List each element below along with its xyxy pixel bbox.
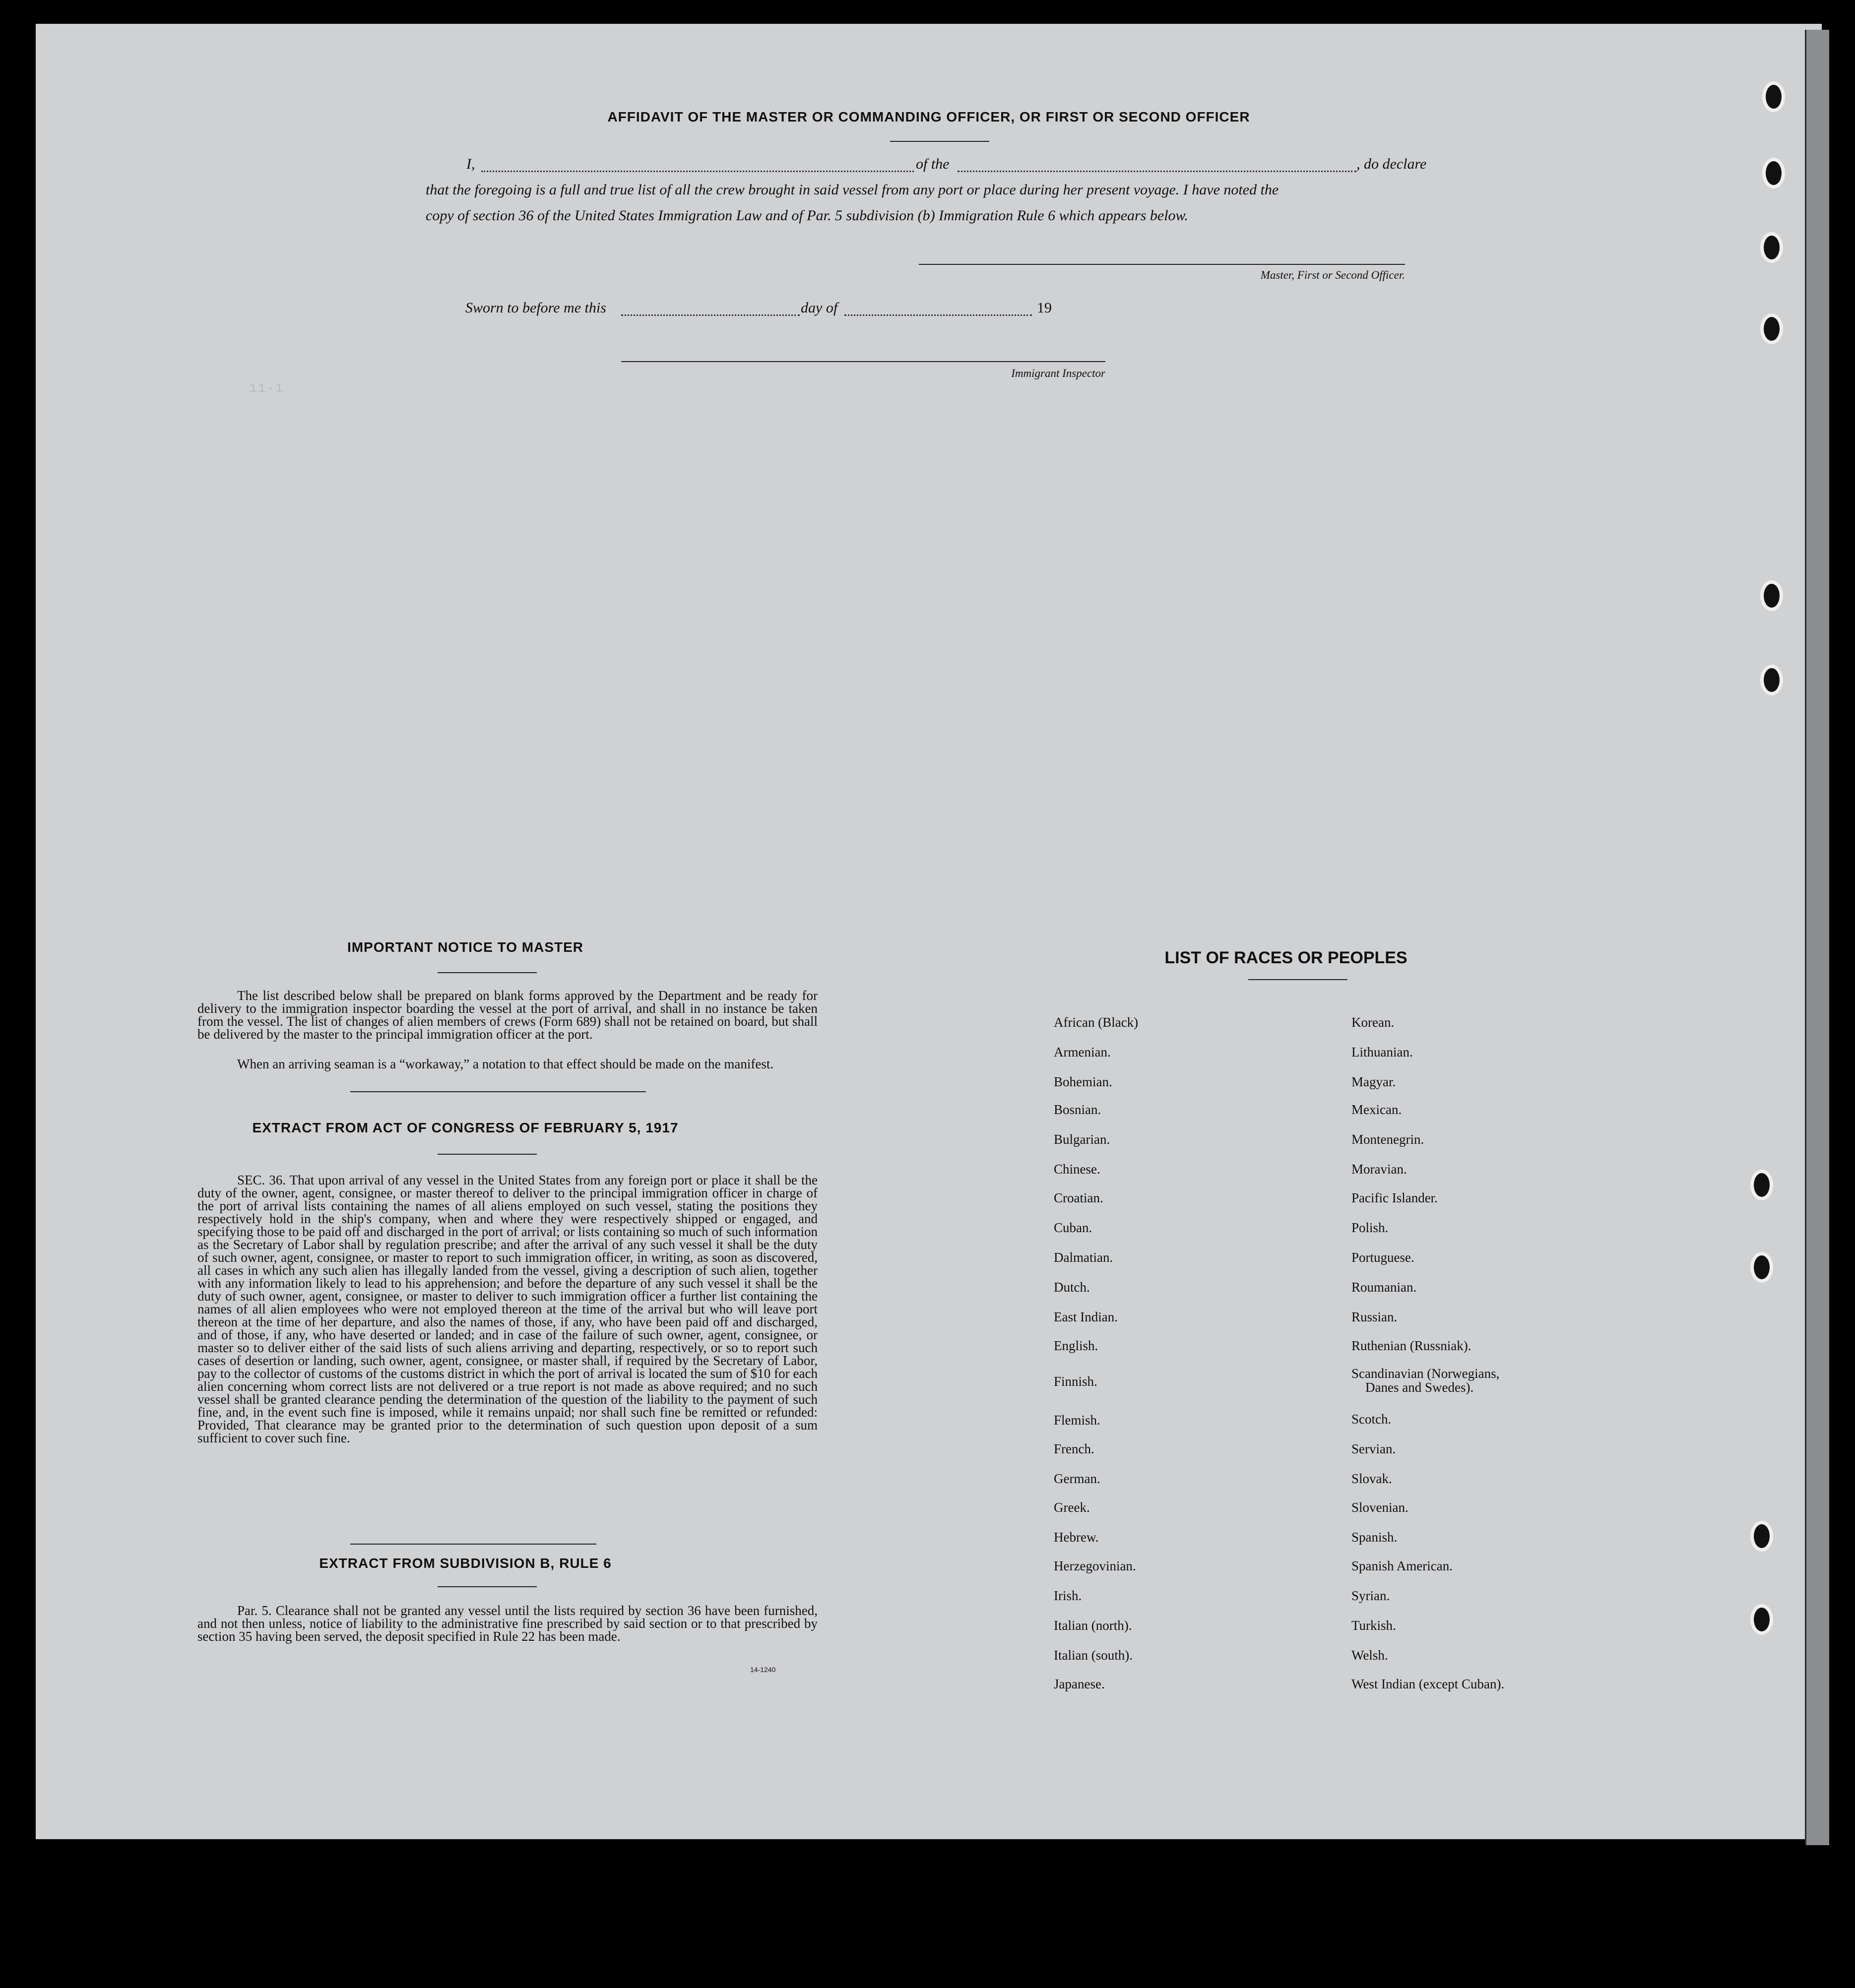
- binder-hole: [1750, 1252, 1773, 1283]
- race-item: Scotch.: [1351, 1412, 1392, 1427]
- affidavit-declare-label: , do declare: [1356, 156, 1427, 172]
- binder-hole: [1750, 1170, 1773, 1200]
- race-item-continuation: Danes and Swedes).: [1365, 1380, 1474, 1395]
- race-item: Finnish.: [1054, 1374, 1097, 1389]
- affidavit-line-3: copy of section 36 of the United States Immigration Law and of Par. 5 subdivision (b) Immigration Rule 6 which appears below.: [426, 207, 1188, 224]
- races-divider: [1248, 979, 1347, 980]
- binder-hole: [1760, 313, 1783, 344]
- race-item: Dalmatian.: [1054, 1250, 1113, 1265]
- race-item: Flemish.: [1054, 1413, 1100, 1428]
- race-item: Greek.: [1054, 1500, 1090, 1515]
- race-item: Polish.: [1351, 1220, 1389, 1235]
- race-item: Pacific Islander.: [1351, 1190, 1438, 1205]
- race-item: Irish.: [1054, 1588, 1082, 1603]
- sworn-label: Sworn to before me this: [465, 300, 606, 316]
- binder-hole: [1762, 158, 1785, 188]
- binder-hole: [1760, 580, 1783, 611]
- race-item: Portuguese.: [1351, 1250, 1414, 1265]
- race-item: Dutch.: [1054, 1280, 1090, 1295]
- race-item: Bosnian.: [1054, 1102, 1101, 1117]
- race-item: German.: [1054, 1471, 1100, 1486]
- race-item: Chinese.: [1054, 1162, 1100, 1177]
- affidavit-line-2: that the foregoing is a full and true list of all the crew brought in said vessel from any port or place during her present voyage. I have noted the: [426, 182, 1279, 198]
- rule-divider: [438, 1586, 537, 1587]
- race-item: Servian.: [1351, 1441, 1396, 1456]
- race-item: Spanish.: [1351, 1530, 1398, 1545]
- act-extract-title: EXTRACT FROM ACT OF CONGRESS OF FEBRUARY 5, 1917: [252, 1120, 679, 1135]
- race-item: Ruthenian (Russniak).: [1351, 1338, 1471, 1353]
- par-5-text: Par. 5. Clearance shall not be granted any vessel until the lists required by section 36 have been furnished, and not then unless, notice of liability to the administrative fine prescribed by said section or to that prescribed by section 35 having been served, the deposit specified in Rule 22 has been made.: [197, 1603, 818, 1644]
- master-signature-label: Master, First or Second Officer.: [1260, 269, 1405, 281]
- sworn-month-blank[interactable]: [844, 314, 1032, 316]
- race-item: Croatian.: [1054, 1190, 1103, 1205]
- name-blank[interactable]: [481, 171, 914, 172]
- race-item: West Indian (except Cuban).: [1351, 1677, 1505, 1691]
- vessel-blank[interactable]: [958, 171, 1356, 172]
- page-edge: [1805, 30, 1829, 1845]
- race-item: East Indian.: [1054, 1309, 1118, 1324]
- race-item: Italian (north).: [1054, 1618, 1132, 1633]
- binder-hole: [1750, 1521, 1773, 1552]
- race-item: Turkish.: [1351, 1618, 1396, 1633]
- sworn-day-blank[interactable]: [621, 314, 800, 316]
- race-item: Russian.: [1351, 1309, 1398, 1324]
- title-divider: [890, 141, 989, 142]
- section-rule: [350, 1091, 646, 1092]
- section-36-text: SEC. 36. That upon arrival of any vessel in the United States from any foreign port or place it shall be the duty of the owner, agent, consignee, or master thereof to deliver to the principal immigration officer in charge of the port of arrival lists containing the names of all aliens employed on such vessel, stating the positions they respectively hold in the ship's company, when and where they were respectively shipped or engaged, and specifying those to be paid off and discharged in the port of arrival; or lists containing so much of such information as the Secretary of Labor shall by regulation prescribe; and after the arrival of any such vessel it shall be the duty of such owner, agent, consignee, or master to report to such immigration officer, in writing, as soon as discovered, all cases in which any such alien has illegally landed from the vessel, giving a description of such alien, together with any information likely to lead to his apprehension; and before the departure of any such vessel it shall be the duty of such owner, agent, consignee, or master to deliver to such immigration officer a further list containing the names of all alien employees who were not employed thereon at the time of the arrival but who will leave port thereon at the time of her departure, and also the names of those, if any, who have been paid off and discharged, and of those, if any, who have deserted or landed; and in case of the failure of such owner, agent, consignee, or master so to deliver either of the said lists of such aliens arriving and departing, respectively, or so to report such cases of desertion or landing, such owner, agent, consignee, or master shall, if required by the Secretary of Labor, pay to the collector of customs of the customs district in which the port of arrival is located the sum of $10 for each alien concerning whom correct lists are not delivered or a true report is not made as above required; and no such vessel shall be granted clearance pending the determination of the question of the liability to the payment of such fine, and, in the event such fine is imposed, while it remains unpaid; nor shall such fine be remitted or refunded: Provided, That clearance may be granted prior to the determination of such question upon deposit of a sum sufficient to cover such fine.: [197, 1173, 818, 1445]
- race-item: English.: [1054, 1338, 1098, 1353]
- race-item: Roumanian.: [1351, 1280, 1417, 1295]
- race-item: Lithuanian.: [1351, 1045, 1413, 1059]
- race-item: Spanish American.: [1351, 1558, 1453, 1573]
- race-item: French.: [1054, 1441, 1094, 1456]
- race-item: Montenegrin.: [1351, 1132, 1424, 1147]
- binder-hole: [1760, 665, 1783, 695]
- binder-hole: [1762, 81, 1785, 112]
- race-item: Herzegovinian.: [1054, 1558, 1136, 1573]
- race-item: Welsh.: [1351, 1648, 1388, 1663]
- affidavit-of-the-label: of the: [916, 156, 950, 172]
- rule-extract-title: EXTRACT FROM SUBDIVISION B, RULE 6: [319, 1555, 612, 1571]
- race-item: Bohemian.: [1054, 1074, 1112, 1089]
- act-divider: [438, 1154, 537, 1155]
- day-of-label: day of: [801, 300, 838, 316]
- document-page: [36, 24, 1822, 1839]
- affidavit-i-label: I,: [466, 156, 475, 172]
- race-item: Italian (south).: [1054, 1648, 1133, 1663]
- race-item: Scandinavian (Norwegians,: [1351, 1366, 1500, 1381]
- inspector-label: Immigrant Inspector: [1011, 367, 1105, 379]
- notice-paragraph-2: When an arriving seaman is a “workaway,” a notation to that effect should be made on the manifest.: [237, 1056, 774, 1071]
- race-item: Hebrew.: [1054, 1530, 1099, 1545]
- race-item: Mexican.: [1351, 1102, 1402, 1117]
- binder-hole: [1750, 1604, 1773, 1635]
- inspector-signature-line[interactable]: [621, 361, 1105, 362]
- race-item: Korean.: [1351, 1015, 1395, 1030]
- form-number: 14-1240: [750, 1666, 776, 1674]
- section-rule: [350, 1544, 596, 1545]
- notice-paragraph-1: The list described below shall be prepared on blank forms approved by the Department and be ready for delivery to the immigration inspector boarding the vessel at the port of arrival, and shall in no instance be taken from the vessel. The list of changes of alien members of crews (Form 689) shall not be retained on board, but shall be delivered by the master to the principal immigration officer at the port.: [197, 988, 818, 1042]
- race-item: Moravian.: [1351, 1162, 1407, 1177]
- year-label: 19: [1037, 300, 1052, 316]
- binder-hole: [1760, 232, 1783, 263]
- notice-divider: [438, 972, 537, 973]
- bleed-through-text: 11-1: [249, 381, 1349, 396]
- race-item: Japanese.: [1054, 1677, 1105, 1691]
- race-item: Syrian.: [1351, 1588, 1390, 1603]
- race-item: Bulgarian.: [1054, 1132, 1110, 1147]
- race-item: Magyar.: [1351, 1074, 1396, 1089]
- races-title: LIST OF RACES OR PEOPLES: [1164, 948, 1407, 967]
- race-item: Slovak.: [1351, 1471, 1392, 1486]
- race-item: Slovenian.: [1351, 1500, 1408, 1515]
- race-item: Armenian.: [1054, 1045, 1111, 1059]
- race-item: African (Black): [1054, 1015, 1139, 1030]
- master-signature-line[interactable]: [919, 264, 1405, 265]
- race-item: Cuban.: [1054, 1220, 1092, 1235]
- affidavit-title: AFFIDAVIT OF THE MASTER OR COMMANDING OFFICER, OR FIRST OR SECOND OFFICER: [607, 109, 1250, 124]
- notice-title: IMPORTANT NOTICE TO MASTER: [347, 939, 584, 955]
